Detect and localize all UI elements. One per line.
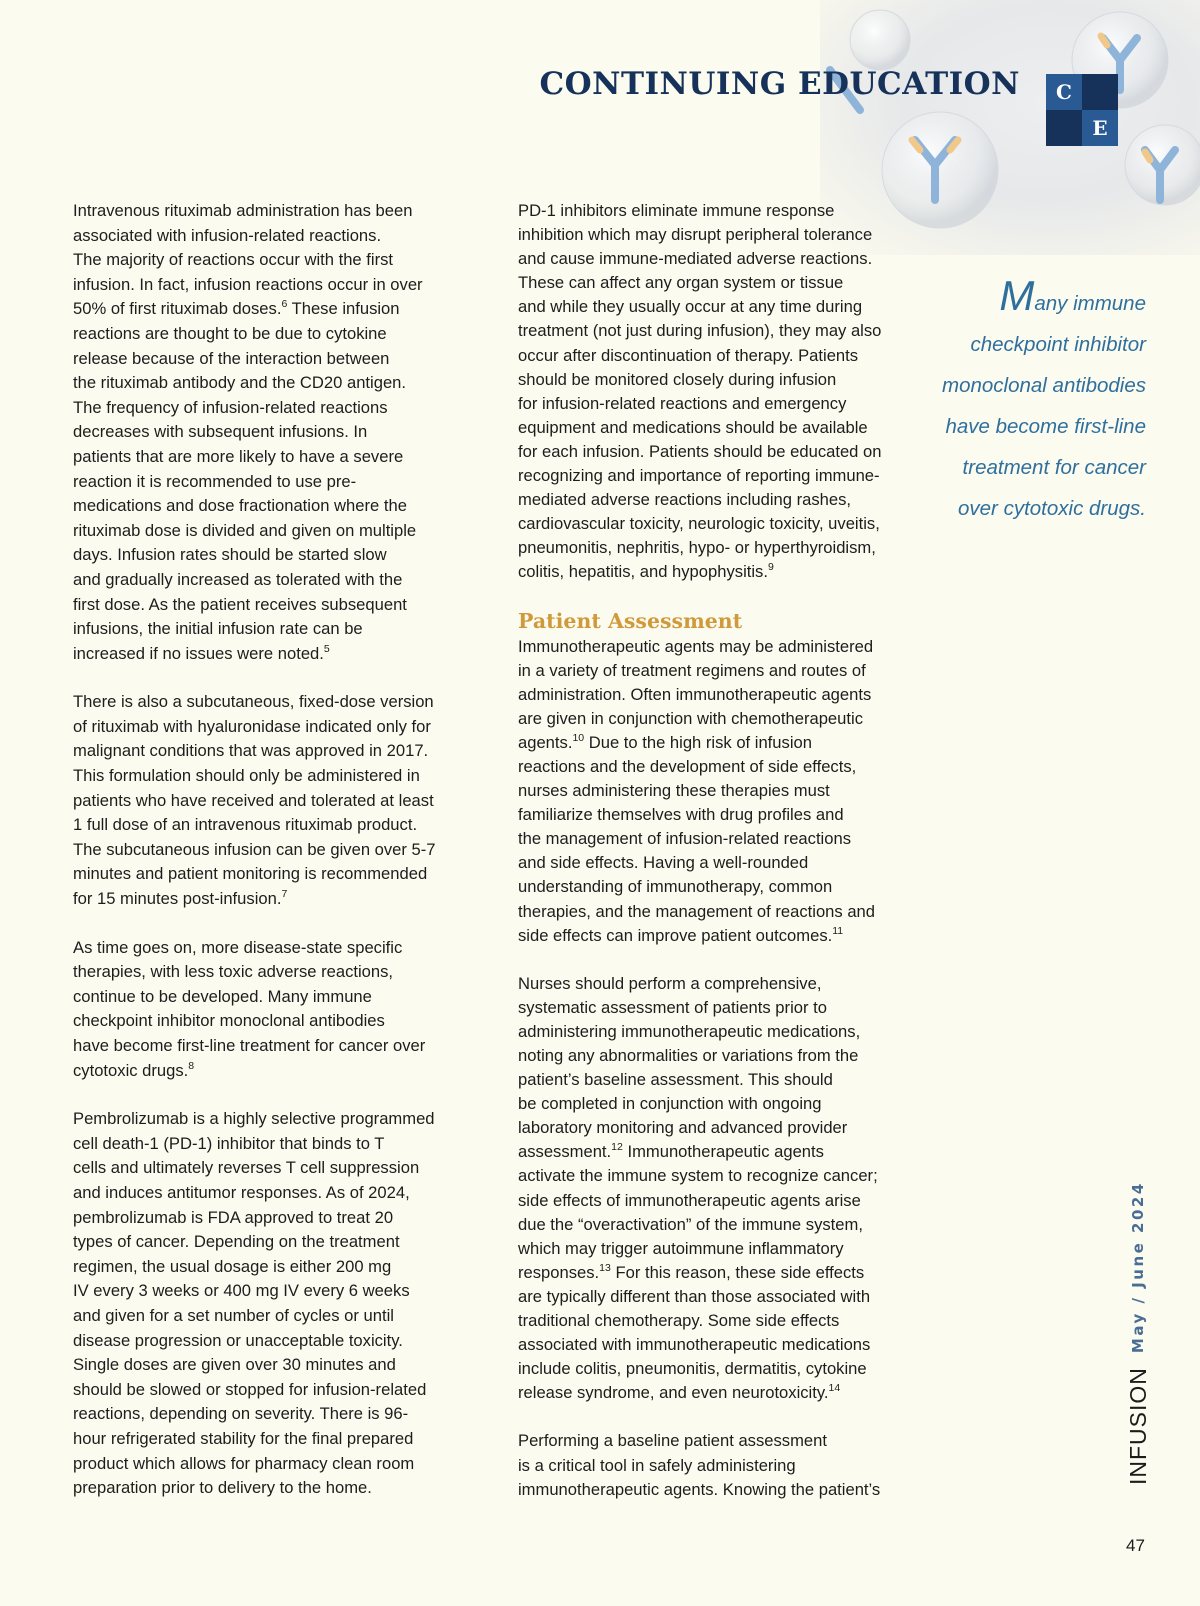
- ce-logo-block: [1046, 110, 1082, 146]
- section-title: CONTINUING EDUCATION: [539, 66, 1020, 102]
- paragraph-nursing-assessment: Nurses should perform a comprehensive, systematic assessment of patients prior to administering immunotherapeutic medications, noting any abnormalities or variations from the patient’s baseline assessment. This should be completed in conjunction with ongoing laboratory monitoring and advanced provider assessment.$^{12}$ Immunotherapeutic agents activate the immune system to recognize cancer; side effects of immunotherapeutic agents arise due the “overactivation” of the immune system, which may trigger autoimmune inflammatory responses.$^{13}$ For this reason, these side effects are typically different than those associated with traditional chemotherapy. Some side effects associated with immunotherapeutic medications include colitis, pneumonitis, dermatitis, cytokine release syndrome, and even neurotoxicity.$^{14}$: [518, 973, 878, 1403]
- subheading-patient-assessment: Patient Assessment: [518, 608, 743, 633]
- paragraph-disease-specific-therapies: As time goes on, more disease-state specific therapies, with less toxic adverse reactions, continue to be developed. Many immune checkpoint inhibitor monoclonal antibodies have become first-line treatment for cancer over cytotoxic drugs.$^8$: [73, 937, 426, 1080]
- left-column: [73, 199, 473, 1525]
- middle-column: [518, 199, 918, 1526]
- pull-quote: [926, 272, 1146, 529]
- paragraph-subcutaneous-rituximab: There is also a subcutaneous, fixed-dose version of rituximab with hyaluronidase indicated only for malignant conditions that was approved in 2017. This formulation should only be administered in patients who have received and tolerated at least 1 full dose of an intravenous rituximab product. The subcutaneous infusion can be given over 5-7 minutes and patient monitoring is recommended for 15 minutes post-infusion.$^7$: [73, 692, 436, 909]
- paragraph-baseline-assessment: Performing a baseline patient assessment is a critical tool in safely administering immunotherapeutic agents. Knowing the patient’s: [518, 1431, 881, 1499]
- paragraph-pd1-inhibitors: PD-1 inhibitors eliminate immune response inhibition which may disrupt peripheral tolerance and cause immune-mediated adverse reactions. These can affect any organ system or tissue and while they usually occur at any time during treatment (not just during infusion), they may also occur after discontinuation of therapy. Patients should be monitored closely during infusion for infusion-related reactions and emergency equipment and medications should be available for each infusion. Patients should be educated on recognizing and importance of reporting immune- mediated adverse reactions including rashes, cardiovascular toxicity, neurologic toxicity, uveitis, pneumonitis, nephritis, hypo- or hyperthyroidism, colitis, hepatitis, and hypophysitis.$^9$: [518, 201, 882, 582]
- paragraph-immunotherapeutic-agents: Immunotherapeutic agents may be administered in a variety of treatment regimens and routes of administration. Often immunotherapeutic agents are given in conjunction with chemotherapeutic agents.$^{10}$ Due to the high risk of infusion reactions and the development of side effects, nurses administering these therapies must familiarize themselves with drug profiles and the management of infusion-related reactions and side effects. Having a well-rounded understanding of immunotherapy, common therapies, and the management of reactions and side effects can improve patient outcomes.$^{11}$: [518, 636, 876, 945]
- pull-quote-initial: M: [999, 272, 1035, 319]
- ce-logo-block: [1082, 74, 1118, 110]
- page-number: 47: [1126, 1536, 1145, 1555]
- side-running-footer: [1118, 1165, 1158, 1485]
- ce-logo: [1046, 74, 1118, 146]
- pull-quote-text: any immune checkpoint inhibitor monoclonal antibodies have become first-line treatment for cancer over cytotoxic drugs.: [942, 292, 1146, 520]
- paragraph-rituximab-reactions: Intravenous rituximab administration has been associated with infusion-related reactions. The majority of reactions occur with the first infusion. In fact, infusion reactions occur in over 50% of first rituximab doses.$^6$ These infusion reactions are thought to be due to cytokine release because of the interaction between the rituximab antibody and the CD20 antigen. The frequency of infusion-related reactions decreases with subsequent infusions. In patients that are more likely to have a severe reaction it is recommended to use pre- medications and dose fractionation where the rituximab dose is divided and given on multiple days. Infusion rates should be started slow and gradually increased as tolerated with the first dose. As the patient receives subsequent infusions, the initial infusion rate can be increased if no issues were noted.$^5$: [73, 201, 423, 663]
- magazine-name: INFUSION: [1124, 1367, 1151, 1485]
- ce-logo-letter-c: C: [1046, 74, 1082, 110]
- paragraph-pembrolizumab: Pembrolizumab is a highly selective programmed cell death-1 (PD-1) inhibitor that binds to T cells and ultimately reverses T cell suppression and induces antitumor responses. As of 2024, pembrolizumab is FDA approved to treat 20 types of cancer. Depending on the treatment regimen, the usual dosage is either 200 mg IV every 3 weeks or 400 mg IV every 6 weeks and given for a set number of cycles or until disease progression or unacceptable toxicity. Single doses are given over 30 minutes and should be slowed or stopped for infusion-related reactions, depending on severity. There is 96- hour refrigerated stability for the final prepared product which allows for pharmacy clean room preparation prior to delivery to the home.: [73, 1109, 435, 1498]
- issue-date: May / June 2024: [1129, 1181, 1147, 1354]
- ce-logo-letter-e: E: [1082, 110, 1118, 146]
